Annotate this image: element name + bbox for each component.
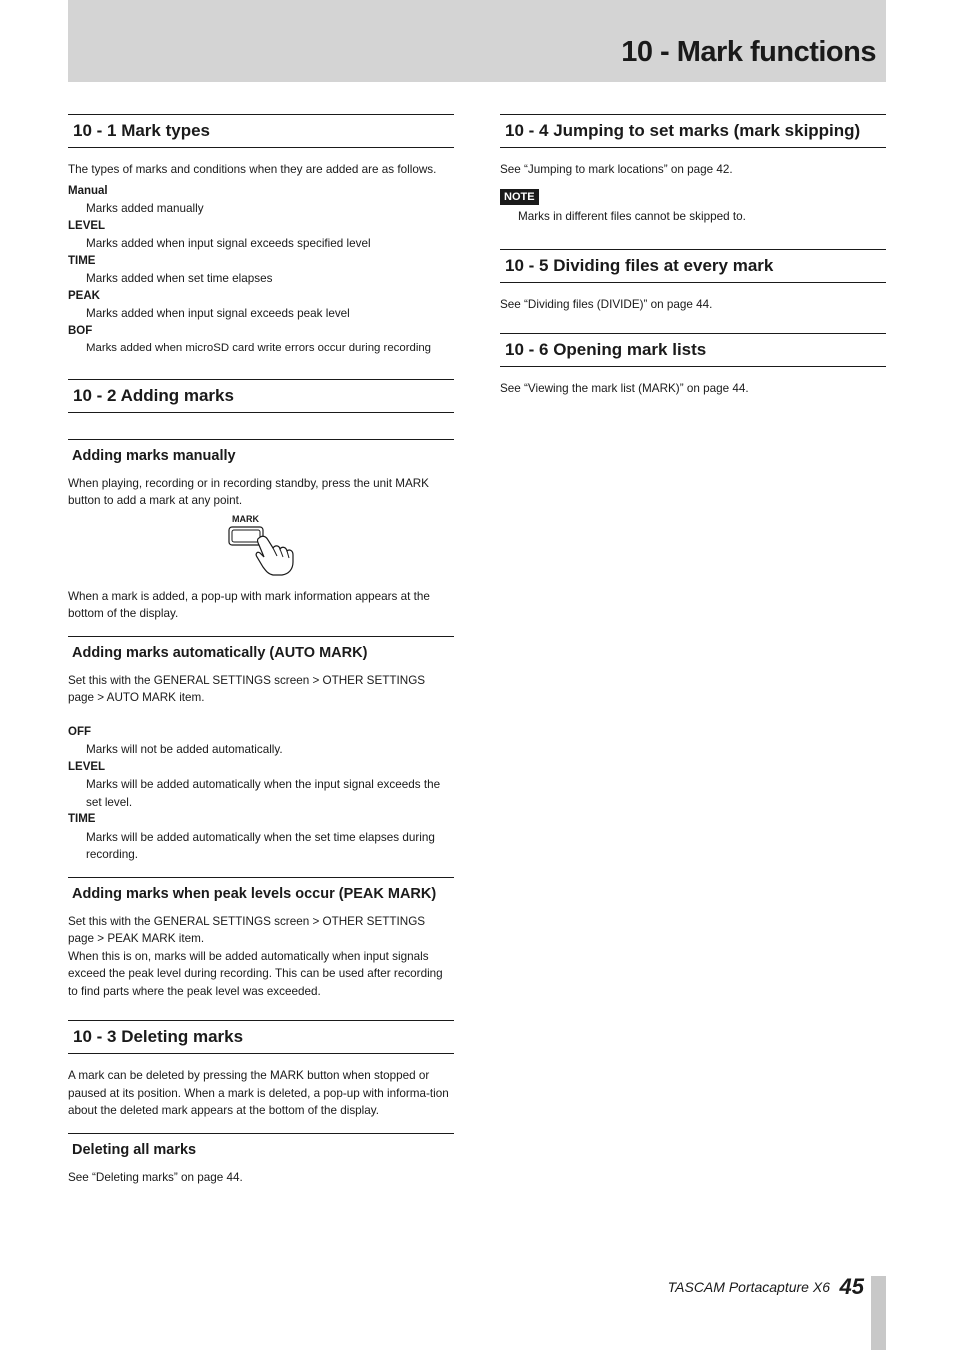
page-number: 45 [839,1274,864,1299]
mark-lists-text: See “Viewing the mark list (MARK)” on page 44. [500,381,749,395]
peak-mark-text: Set this with the GENERAL SETTINGS screen > OTHER SETTINGS page > PEAK MARK item. [68,914,426,945]
auto-mark-list [68,724,454,864]
mark-button-label: MARK [232,513,259,524]
term-description: Marks added when input signal exceeds specified level [86,237,371,250]
term: TIME [68,254,96,267]
right-column [500,114,886,397]
term: LEVEL [68,219,106,232]
term-description: Marks will be added automatically when the set time elapses during recording. [86,830,435,861]
section-heading-mark-skipping: 10 - 4 Jumping to set marks (mark skipping) [500,114,886,148]
section-heading-mark-lists: 10 - 6 Opening mark lists [500,333,886,367]
footer-tab [871,1276,886,1350]
term-description: Marks added when input signal exceeds peak level [86,307,350,320]
mark-button-illustration [68,512,454,582]
hand-press-icon [226,512,306,578]
mark-skipping-text: See “Jumping to mark locations” on page 42. [500,163,733,176]
peak-mark-details: When this is on, marks will be added automatically when input signals exceed the peak level during recording. This can be used after recording to find parts where the peak level was exceeded. [68,949,443,998]
deleting-all-text: See “Deleting marks” on page 44. [68,1170,243,1184]
subheading-deleting-all: Deleting all marks [68,1133,454,1159]
term: BOF [68,324,93,337]
term: TIME [68,813,96,825]
auto-mark-text: Set this with the GENERAL SETTINGS screen > OTHER SETTINGS page > AUTO MARK item. [68,673,426,704]
term: LEVEL [68,760,106,773]
section-heading-dividing-files: 10 - 5 Dividing files at every mark [500,249,886,283]
section-heading-deleting-marks: 10 - 3 Deleting marks [68,1020,454,1054]
term: PEAK [68,289,100,302]
dividing-files-text: See “Dividing files (DIVIDE)” on page 44. [500,298,713,311]
subheading-peak-mark: Adding marks when peak levels occur (PEAK MARK) [68,877,454,903]
term-description: Marks will be added automatically when the input signal exceeds the set level. [86,778,441,809]
term: Manual [68,184,108,197]
left-column [68,114,454,1186]
adding-manually-text: When playing, recording or in recording standby, press the unit MARK button to add a mark at any point. [68,476,429,507]
chapter-title: 10 - Mark functions [621,36,876,68]
footer-brand: TASCAM Portacapture X6 [667,1279,830,1295]
term-description: Marks will not be added automatically. [86,743,283,756]
header-band [68,0,886,82]
term-description: Marks added when set time elapses [86,272,273,285]
mark-types-list [68,183,454,358]
section-heading-adding-marks: 10 - 2 Adding marks [68,379,454,413]
subheading-auto-mark: Adding marks automatically (AUTO MARK) [68,636,454,662]
note-text: Marks in different files cannot be skipped to. [518,209,746,223]
note-badge: NOTE [500,189,539,205]
term-description: Marks added manually [86,202,204,215]
term: OFF [68,725,91,738]
section-heading-mark-types: 10 - 1 Mark types [68,114,454,148]
mark-types-intro: The types of marks and conditions when they are added are as follows. [68,163,437,176]
adding-manually-result: When a mark is added, a pop-up with mark information appears at the bottom of the display. [68,589,430,620]
term-description: Marks added when microSD card write errors occur during recording [86,342,432,354]
note-block [500,187,886,226]
subheading-adding-manually: Adding marks manually [68,439,454,465]
deleting-marks-text: A mark can be deleted by pressing the MARK button when stopped or paused at its position. When a mark is deleted, a pop-up with informa-tion about the deleted mark appears at the bottom of the display. [68,1069,449,1117]
